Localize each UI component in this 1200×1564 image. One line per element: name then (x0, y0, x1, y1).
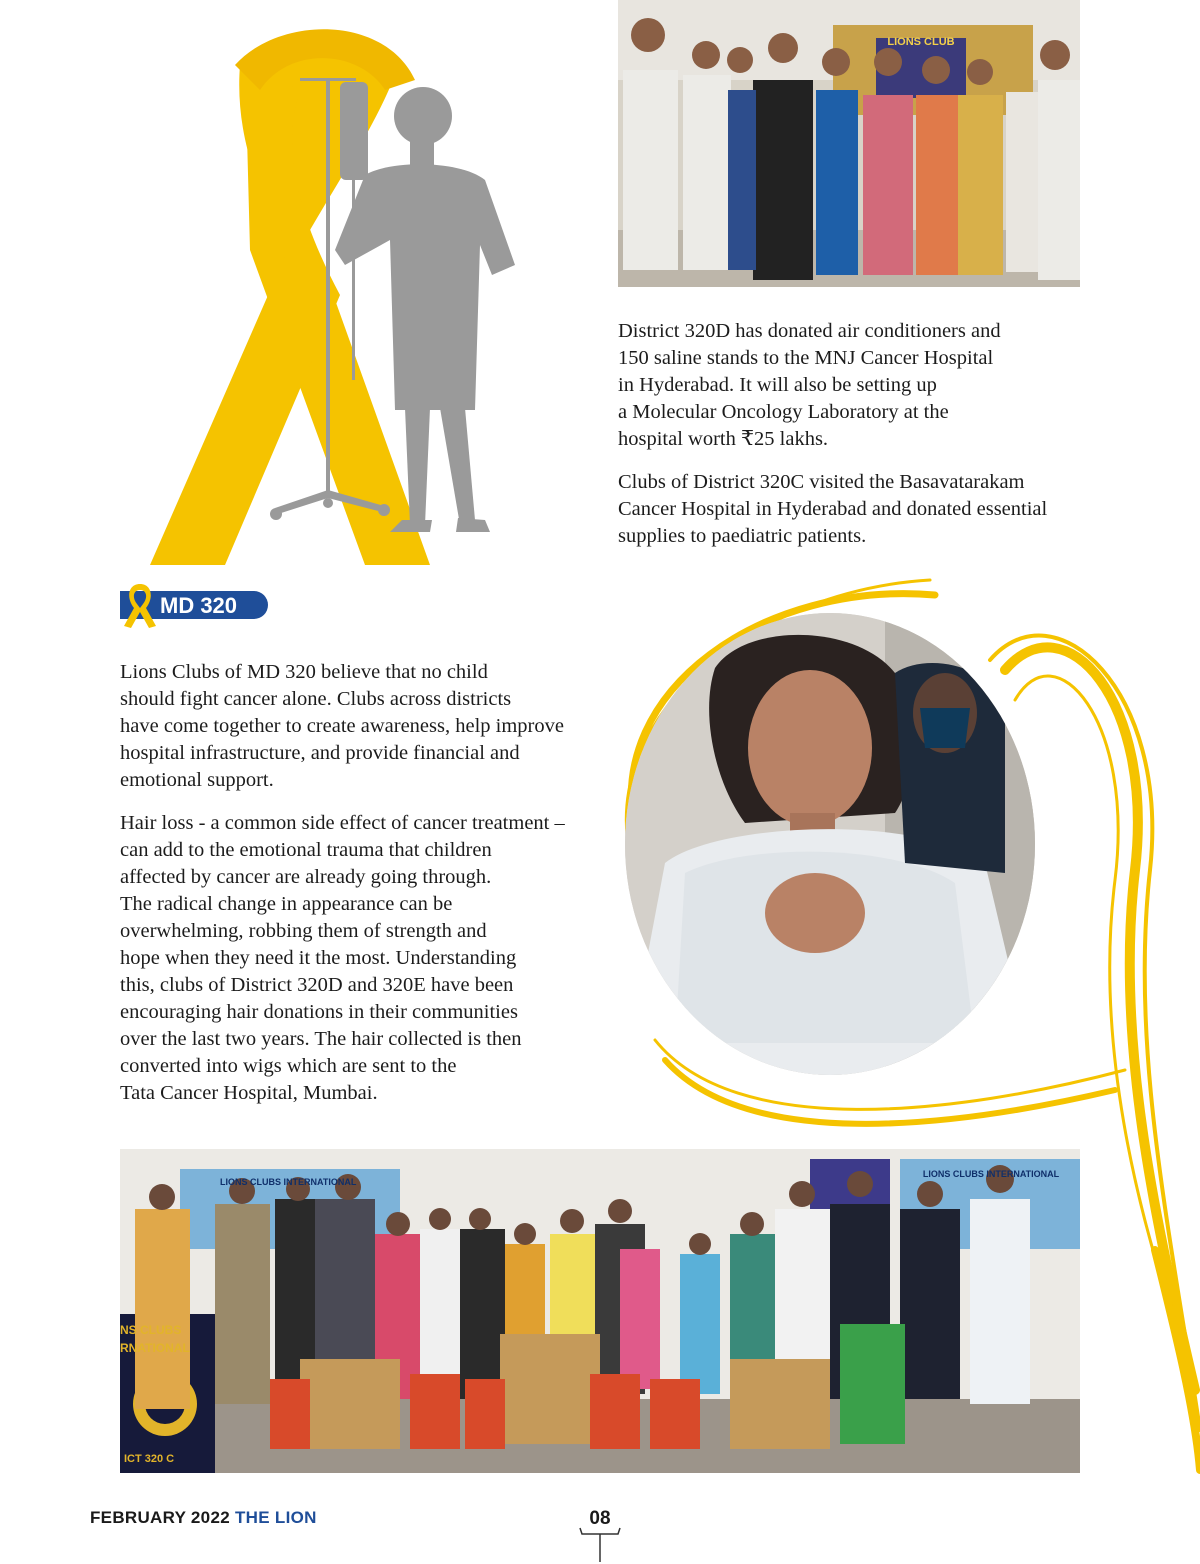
footer-publication (90, 1508, 317, 1528)
body-paragraph-hair-donation: Hair loss - a common side effect of cancer treatment – can add to the emotional trauma that children affected by cancer are already going through. The radical change in appearance can be overwhelming, robbing them of strength and hope when they need it the most. Understanding this, clubs of District 320D and 320E have been encouraging hair donations in their communities over the last two years. The hair collected is then converted into wigs which are sent to the Tata Cancer Hospital, Mumbai. (120, 812, 565, 1104)
yellow-ribbon-icon (120, 580, 160, 630)
photo-mnj-hospital-art (618, 0, 1080, 287)
caption-paragraph-mnj: District 320D has donated air conditioners and 150 saline stands to the MNJ Cancer Hospital in Hyderabad. It will also be setting up a Molecular Oncology Laboratory at the hospital worth ₹25 lakhs. (618, 320, 1001, 450)
photo-district-320c-art (120, 1149, 1080, 1473)
bottom-photo-banner-right: LIONS CLUBS INTERNATIONAL (922, 1169, 1060, 1179)
bottom-photo-podium-text: NS CLUBS RNATIONAL (120, 1323, 190, 1355)
page-number-bracket (578, 1524, 622, 1564)
bottom-photo-district-text: ICT 320 C (124, 1453, 175, 1465)
photo-hair-donation-circle (625, 613, 1035, 1075)
md320-article-text (120, 659, 595, 1123)
section-tag-label: MD 320 (160, 593, 238, 618)
caption-paragraph-basavatarakam: Clubs of District 320C visited the Basavatarakam Cancer Hospital in Hyderabad and donated essential supplies to paediatric patients. (618, 471, 1048, 547)
bottom-photo-banner-left: LIONS CLUBS INTERNATIONAL (220, 1177, 357, 1187)
photo-district-320c-group (120, 1149, 1080, 1473)
photo-mnj-hospital-group (618, 0, 1080, 287)
body-paragraph-intro: Lions Clubs of MD 320 believe that no child should fight cancer alone. Clubs across districts have come together to create awareness, help improve hospital infrastructure, and provide financial and emotional support. (120, 661, 564, 791)
footer-publication-name: THE LION (234, 1508, 317, 1527)
photo-hair-donation-art (625, 613, 1035, 1075)
cancer-ribbon-illustration (140, 20, 530, 570)
footer-month-year: FEBRUARY 2022 (90, 1508, 230, 1527)
photo-caption-text (618, 318, 1088, 566)
top-photo-banner: LIONS CLUB (887, 36, 955, 48)
footer-page-number: 08 (589, 1508, 611, 1529)
